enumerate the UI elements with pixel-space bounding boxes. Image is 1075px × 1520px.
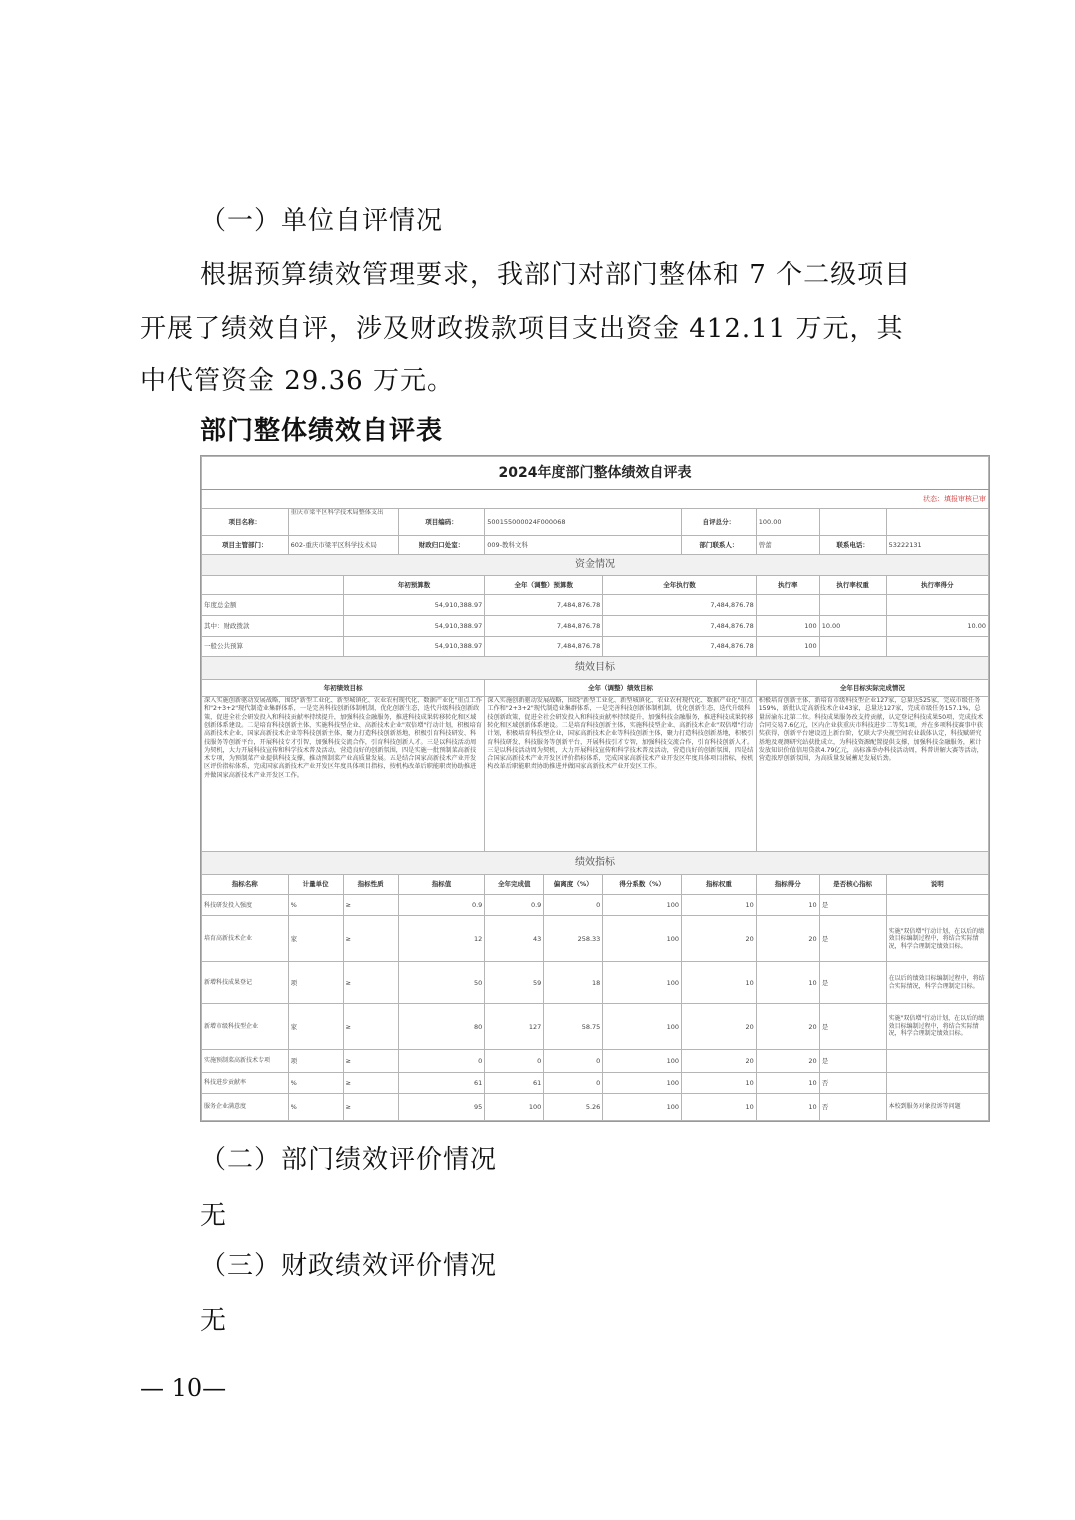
- indicator-header-cell: 指标得分: [756, 874, 819, 895]
- indicator-unit-cell: %: [288, 1072, 343, 1093]
- section1-heading: （一）单位自评情况: [200, 206, 444, 236]
- score-value: 100.00: [756, 509, 819, 536]
- phone-label: 联系电话：: [819, 536, 886, 555]
- indicator-coef-cell: 100: [603, 1093, 682, 1120]
- contact-label: 部门联系人：: [682, 536, 757, 555]
- funds-section-header: 资金情况: [202, 555, 989, 576]
- project-code-label: 项目编码：: [398, 509, 485, 536]
- funds-row: 其中：财政拨款 54,910,388.97 7,484,876.78 7,484,876.78 100 10.00 10.00: [202, 615, 989, 636]
- goals-header-actual: 全年目标实际完成情况: [756, 680, 988, 697]
- indicator-coef-cell: 100: [603, 895, 682, 916]
- indicator-header-cell: 得分系数（%）: [603, 874, 682, 895]
- indicator-unit-cell: %: [288, 1093, 343, 1120]
- indicator-note-cell: [886, 1049, 988, 1072]
- score-label: 自评总分：: [682, 509, 757, 536]
- indicator-row: [202, 1072, 989, 1093]
- section3-body: 无: [200, 1306, 228, 1336]
- indicator-actual-cell: 0.9: [485, 895, 544, 916]
- indicator-core-cell: 是: [819, 1004, 886, 1050]
- indicator-target-cell: 12: [398, 916, 485, 962]
- dept-value: 602-重庆市梁平区科学技术局: [288, 536, 398, 555]
- indicator-weight-cell: 10: [682, 962, 757, 1004]
- indicator-actual-cell: 0: [485, 1049, 544, 1072]
- indicator-name-cell: 服务企业满意度: [202, 1093, 289, 1120]
- indicator-unit-cell: 项: [288, 1049, 343, 1072]
- indicator-nature-cell: ≥: [343, 962, 398, 1004]
- indicator-header-cell: 是否核心指标: [819, 874, 886, 895]
- indicator-name-cell: 培育高新技术企业: [202, 916, 289, 962]
- indicator-note-cell: 在以后的绩效目标编制过程中，将结合实际情况，科学合理制定目标。: [886, 962, 988, 1004]
- goals-header-initial: 年初绩效目标: [202, 680, 485, 697]
- dept-label: 项目主管部门：: [202, 536, 289, 555]
- indicator-core-cell: 是: [819, 1049, 886, 1072]
- indicator-core-cell: 是: [819, 962, 886, 1004]
- indicator-name-cell: 实施预制菜高新技术专项: [202, 1049, 289, 1072]
- indicator-score-cell: 10: [756, 962, 819, 1004]
- indicator-nature-cell: ≥: [343, 916, 398, 962]
- indicator-header-cell: 指标值: [398, 874, 485, 895]
- contact-value: 曾蕾: [756, 536, 819, 555]
- indicator-header-cell: 指标性质: [343, 874, 398, 895]
- indicator-coef-cell: 100: [603, 1072, 682, 1093]
- indicator-nature-cell: ≥: [343, 1093, 398, 1120]
- indicator-score-cell: 20: [756, 916, 819, 962]
- indicator-header-cell: 全年完成值: [485, 874, 544, 895]
- indicator-core-cell: 否: [819, 1093, 886, 1120]
- indicator-score-cell: 20: [756, 1004, 819, 1050]
- indicator-actual-cell: 43: [485, 916, 544, 962]
- indicator-actual-cell: 100: [485, 1093, 544, 1120]
- indicator-name-cell: 新增科技成果登记: [202, 962, 289, 1004]
- indicator-target-cell: 0.9: [398, 895, 485, 916]
- indicator-unit-cell: %: [288, 895, 343, 916]
- indicator-name-cell: 科技进步贡献率: [202, 1072, 289, 1093]
- indicator-target-cell: 80: [398, 1004, 485, 1050]
- section2-heading: （二）部门绩效评价情况: [200, 1145, 498, 1175]
- indicator-deviation-cell: 5.26: [544, 1093, 603, 1120]
- indicator-core-cell: 是: [819, 895, 886, 916]
- indicator-unit-cell: 项: [288, 962, 343, 1004]
- indicator-deviation-cell: 0: [544, 1072, 603, 1093]
- indicator-note-cell: 实施"双倍增"行动计划，在以后的绩效目标编制过程中，将结合实际情况，科学合理制定绩效目标。: [886, 1004, 988, 1050]
- goal-actual-text: 积极培育创新主体，新培育市级科技型企业127家，总量达525家，完成市级任务159%，新批认定高新技术企业43家，总量达127家，完成市级任务157.1%，总量居渝东北第二位。科技成果服务改支持贡献，认定登记科技成果50项，完成技术合同交易7.6亿元，区内企业获重庆市科技进步二等奖1项，并在多项科技赛事中获奖获得，创新平台建设迈上新台阶，忆联大学央视空间农业载体认定，科技赋研究基地及观测研究站获批成立，为科技资源配置提供支撑，加强科技金融服务，累计发放知识价值信用贷款4.79亿元，高标准举办科技活动周，科普讲解大赛等活动，营造浓厚创新氛围，为高质量发展蓄足发展后劲。: [756, 697, 988, 852]
- indicator-target-cell: 61: [398, 1072, 485, 1093]
- indicator-note-cell: [886, 895, 988, 916]
- indicator-score-cell: 10: [756, 1072, 819, 1093]
- funds-row: 年度总金额 54,910,388.97 7,484,876.78 7,484,876.78: [202, 594, 989, 615]
- indicator-weight-cell: 10: [682, 1093, 757, 1120]
- section1-paragraph-line3: 中代管资金 29.36 万元。: [140, 366, 454, 396]
- indicator-coef-cell: 100: [603, 916, 682, 962]
- funds-header-score: 执行率得分: [886, 575, 988, 594]
- indicator-header-cell: 计量单位: [288, 874, 343, 895]
- indicator-target-cell: 50: [398, 962, 485, 1004]
- indicator-deviation-cell: 0: [544, 895, 603, 916]
- indicator-row: [202, 895, 989, 916]
- indicator-target-cell: 95: [398, 1093, 485, 1120]
- funds-header-adjusted: 全年（调整）预算数: [485, 575, 603, 594]
- goal-adjusted-text: 深入实施创新驱动发展战略，围绕"新型工业化、新型城镇化、农业农村现代化、数据产业化"重点工作和"2+3+2"现代制造业集群体系，一是完善科技创新体制机制，优化创新生态，迭代升级科技创新政策，促进全社会研发投入和科技贡献率持续提升，加强科技金融服务，推进科技成果转移转化和区域创新体系建设。二是培育科技创新主体，实施科技型企业、高新技术企业"双倍增"行动计划，积极培育科技型企业，国家高新技术企业等科技创新主体，聚力打造科技创新基地，积极引育科技研发、科技服务等创新平台，开展科技引才专智，加强科技交流合作，引育科技创新人才。三是以科技活动周为契机，大力开展科技宣传和科学技术普及活动，营造良好的创新氛围，四是结合国家高新技术产业开发区评价指标体系，完成国家高新技术产业开发区年度具体项目指标，按机构改革后职能职责协助推进并做国家高新技术产业开发区工作。: [485, 697, 756, 852]
- indicator-unit-cell: 家: [288, 1004, 343, 1050]
- section1-paragraph-line2: 开展了绩效自评，涉及财政拨款项目支出资金 412.11 万元，其: [140, 314, 904, 344]
- indicator-header-cell: 说明: [886, 874, 988, 895]
- indicator-core-cell: 是: [819, 916, 886, 962]
- indicator-weight-cell: 10: [682, 895, 757, 916]
- indicator-actual-cell: 127: [485, 1004, 544, 1050]
- indicator-unit-cell: 家: [288, 916, 343, 962]
- indicator-nature-cell: ≥: [343, 1049, 398, 1072]
- indicator-nature-cell: ≥: [343, 1072, 398, 1093]
- finance-value: 009-教科文科: [485, 536, 682, 555]
- indicator-weight-cell: 20: [682, 1049, 757, 1072]
- table-title: 2024年度部门整体绩效自评表: [202, 457, 989, 490]
- indicator-nature-cell: ≥: [343, 1004, 398, 1050]
- indicator-note-cell: 实施"双倍增"行动计划，在以后的绩效目标编制过程中，将结合实际情况，科学合理制定绩效目标。: [886, 916, 988, 962]
- finance-label: 财政归口处室：: [398, 536, 485, 555]
- indicator-deviation-cell: 0: [544, 1049, 603, 1072]
- indicators-section-header: 绩效指标: [202, 851, 989, 874]
- indicator-coef-cell: 100: [603, 962, 682, 1004]
- indicator-score-cell: 10: [756, 895, 819, 916]
- indicator-header-cell: 偏离度（%）: [544, 874, 603, 895]
- funds-header-rate: 执行率: [756, 575, 819, 594]
- project-name: 重庆市梁平区科学技术局整体支出: [288, 509, 398, 536]
- evaluation-table-image: [200, 455, 990, 1122]
- section2-body: 无: [200, 1201, 228, 1231]
- funds-header-weight: 执行率权重: [819, 575, 886, 594]
- project-code: 500155000024F000068: [485, 509, 682, 536]
- page-number: — 10—: [140, 1374, 227, 1402]
- project-name-label: 项目名称：: [202, 509, 289, 536]
- funds-row: 一般公共预算 54,910,388.97 7,484,876.78 7,484,876.78 100: [202, 636, 989, 657]
- indicator-actual-cell: 61: [485, 1072, 544, 1093]
- indicator-header-cell: 指标名称: [202, 874, 289, 895]
- indicator-core-cell: 否: [819, 1072, 886, 1093]
- indicator-header-cell: 指标权重: [682, 874, 757, 895]
- indicator-row: [202, 962, 989, 1004]
- indicator-deviation-cell: 18: [544, 962, 603, 1004]
- funds-header-initial: 年初预算数: [343, 575, 485, 594]
- goals-header-adjusted: 全年（调整）绩效目标: [485, 680, 756, 697]
- indicator-deviation-cell: 58.75: [544, 1004, 603, 1050]
- indicator-row: [202, 1049, 989, 1072]
- table-caption: 部门整体绩效自评表: [200, 416, 444, 446]
- section1-paragraph-line1: 根据预算绩效管理要求，我部门对部门整体和 7 个二级项目: [200, 260, 912, 290]
- indicator-weight-cell: 10: [682, 1072, 757, 1093]
- indicator-target-cell: 0: [398, 1049, 485, 1072]
- indicator-header-row: [202, 874, 989, 895]
- phone-value: 53222131: [886, 536, 988, 555]
- indicator-row: [202, 916, 989, 962]
- indicator-note-cell: [886, 1072, 988, 1093]
- evaluation-table: [201, 456, 989, 1121]
- goals-section-header: 绩效目标: [202, 657, 989, 680]
- indicator-score-cell: 10: [756, 1093, 819, 1120]
- indicator-note-cell: 本校到服务对象投诉等问题: [886, 1093, 988, 1120]
- indicator-name-cell: 新增市级科技型企业: [202, 1004, 289, 1050]
- indicator-row: [202, 1093, 989, 1120]
- section3-heading: （三）财政绩效评价情况: [200, 1251, 498, 1281]
- indicator-name-cell: 科技研发投入强度: [202, 895, 289, 916]
- indicator-row: [202, 1004, 989, 1050]
- funds-header-executed: 全年执行数: [603, 575, 756, 594]
- goal-initial-text: 深入实施创新驱动发展战略，围绕"新型工业化、新型城镇化、农业农村现代化、数据产业化"重点工作和"2+3+2"现代制造业集群体系，一是完善科技创新体制机制，优化创新生态，迭代升级科技创新政策，促进全社会研发投入和科技贡献率持续提升，加强科技金融服务，推进科技成果转移转化和区域创新体系建设。二是培育科技创新主体，实施科技型企业、高新技术企业"双倍增"行动计划，积极培育高新技术企业，国家高新技术企业等科技创新主体，聚力打造科技创新基地，积极引育科技研发、科技服务等创新平台，开展科技专才引智，加强科技交流合作，引育科技创新人才。三是以科技活动周为契机，大力开展科技宣传和科学技术普及活动，营造良好的创新氛围，四是实施一批预制菜高新技术专项，为预制菜产业提供科技支撑，推动预制菜产业高质量发展。五是结合国家高新技术产业开发区评价指标体系，完成国家高新技术产业开发区年度具体项目指标，按机构改革后职能职责协助推进并做国家高新技术产业开发区工作。: [202, 697, 485, 852]
- indicator-coef-cell: 100: [603, 1049, 682, 1072]
- indicator-weight-cell: 20: [682, 916, 757, 962]
- indicator-deviation-cell: 258.33: [544, 916, 603, 962]
- status-stamp: 状态：填报审核已审: [202, 490, 989, 509]
- indicator-coef-cell: 100: [603, 1004, 682, 1050]
- indicator-score-cell: 20: [756, 1049, 819, 1072]
- indicator-actual-cell: 59: [485, 962, 544, 1004]
- indicator-weight-cell: 20: [682, 1004, 757, 1050]
- indicator-nature-cell: ≥: [343, 895, 398, 916]
